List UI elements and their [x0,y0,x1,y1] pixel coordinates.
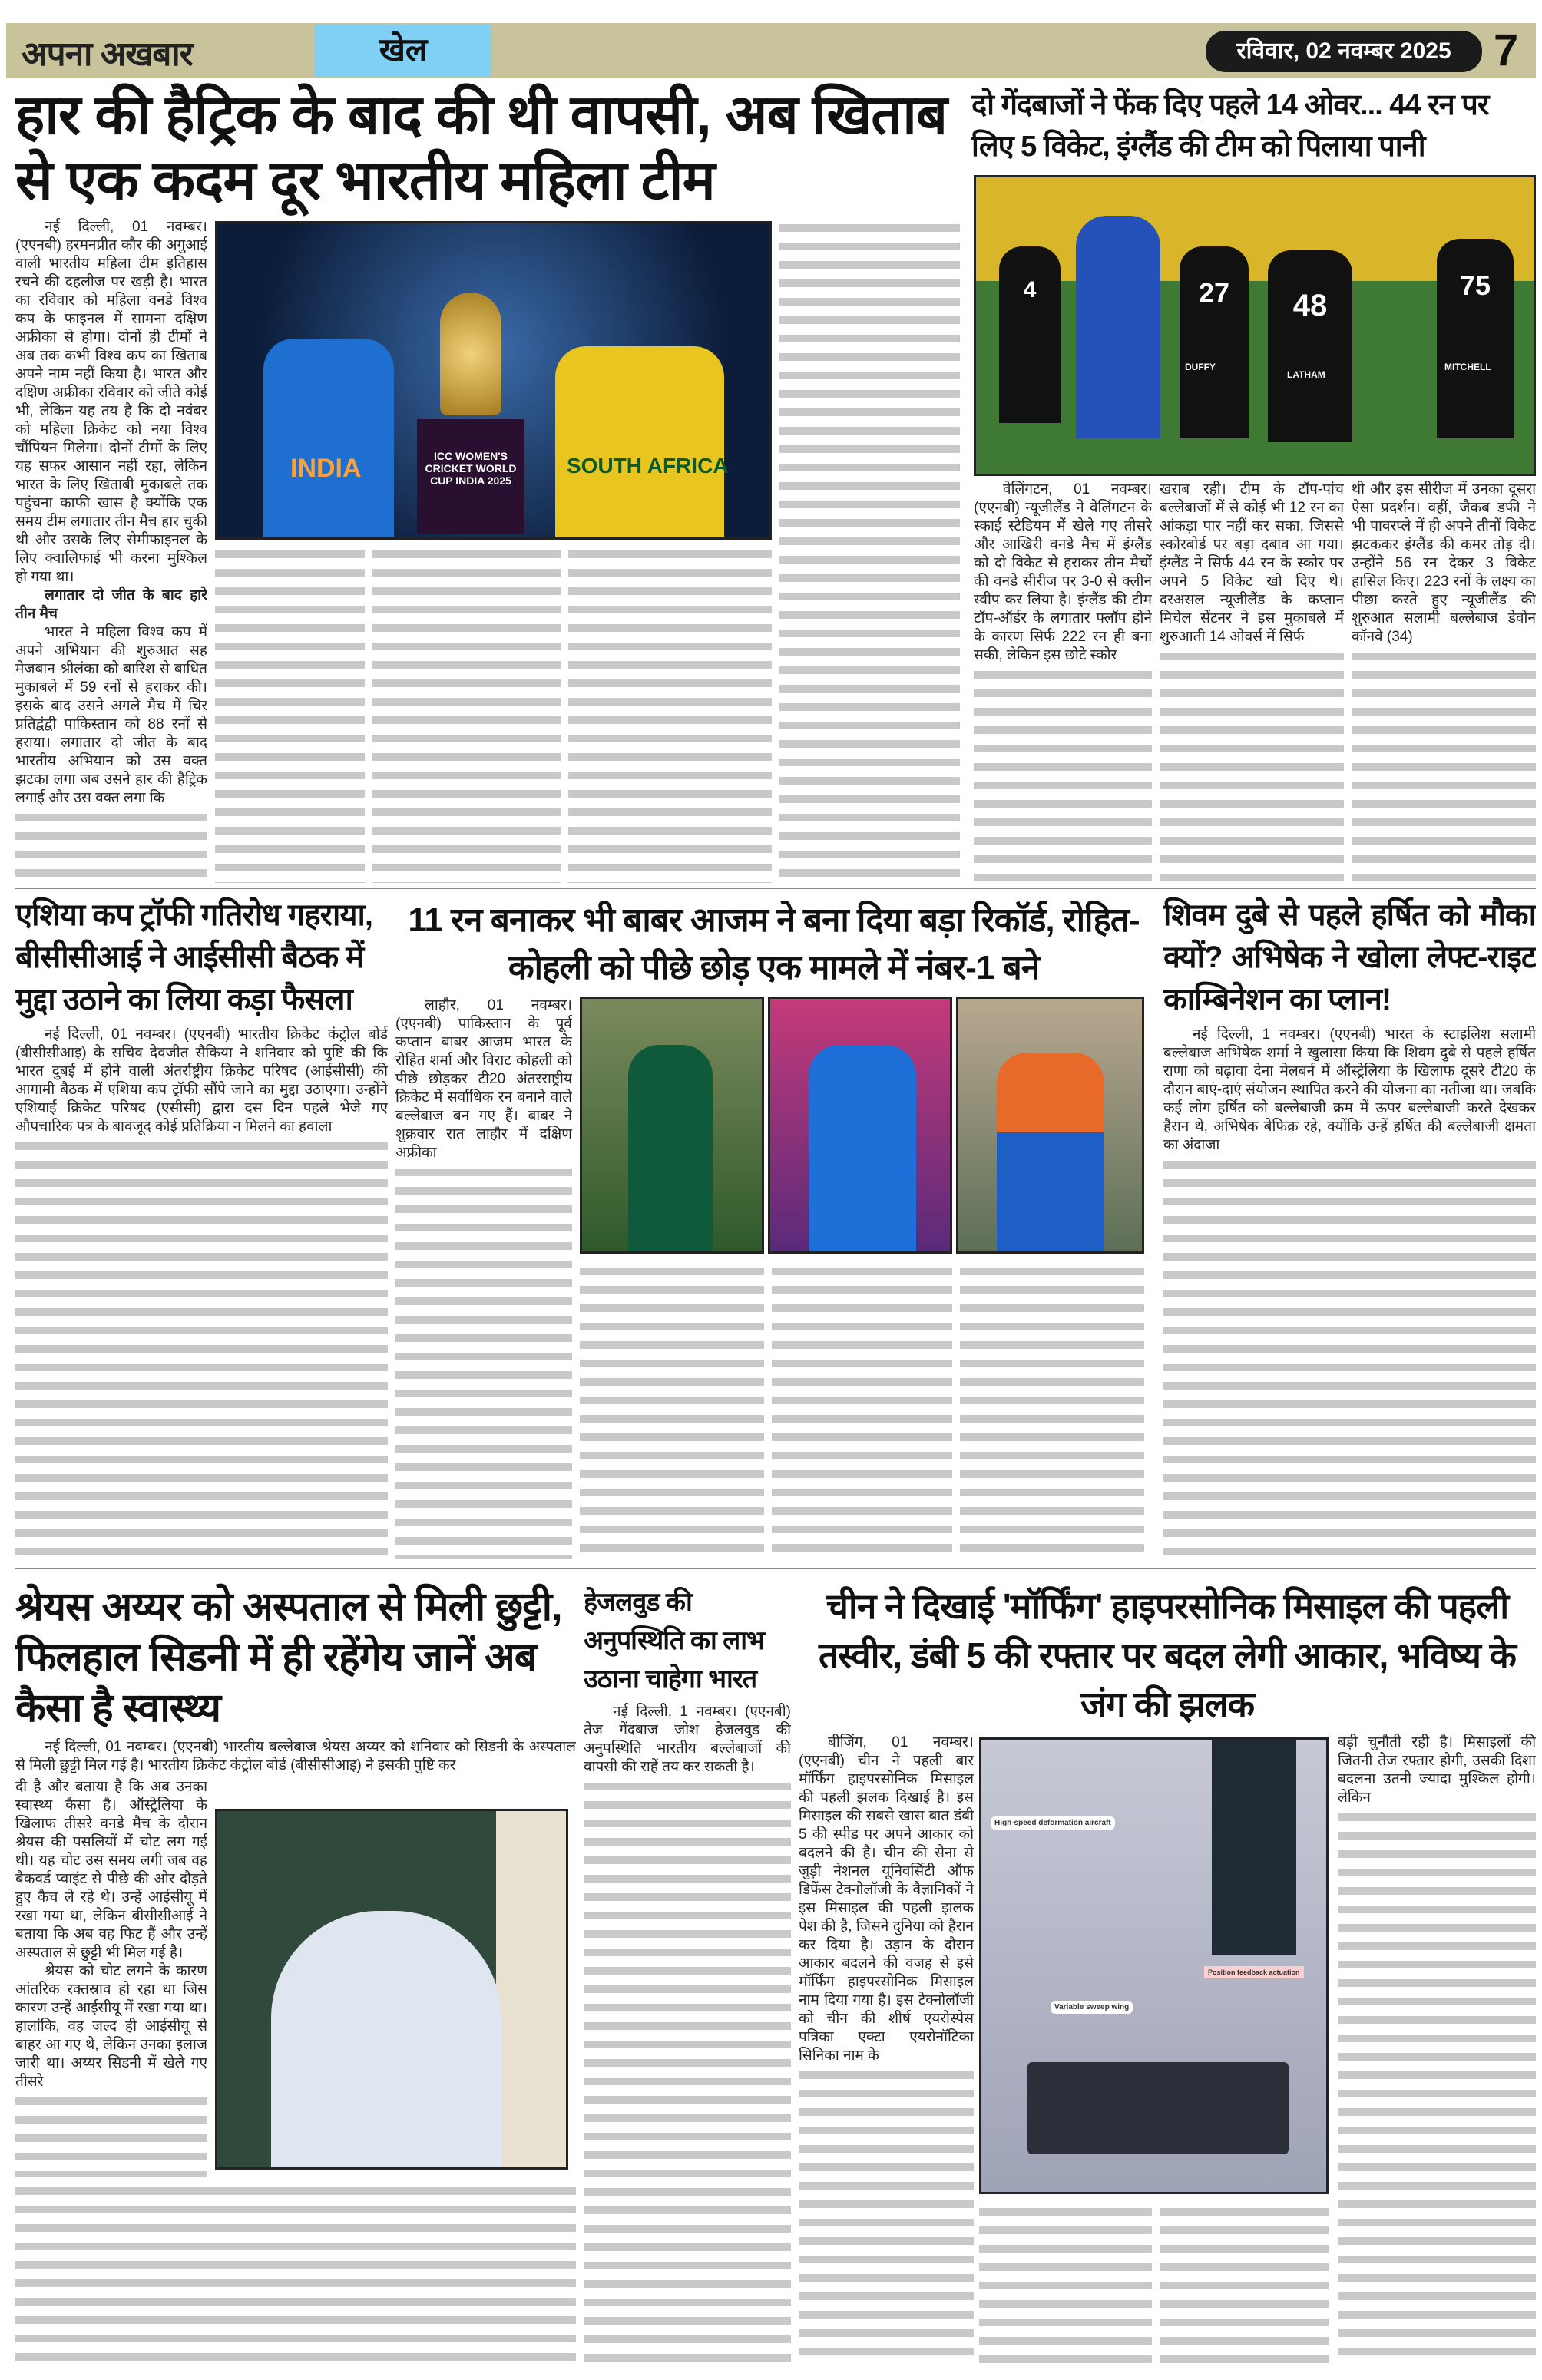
text-continuation [580,1263,764,1559]
missile-label: Position feedback actuation [1204,1966,1304,1978]
india-jersey-text: INDIA [290,453,362,483]
asia-cup-story [15,894,388,1559]
trophy-plinth-text: ICC WOMEN'S CRICKET WORLD CUP INDIA 2025 [417,419,524,534]
main-story [15,83,964,883]
player-jersey: 48 [1268,250,1352,442]
babar-col-4 [960,1261,1144,1559]
sa-jersey-text: SOUTH AFRICA [567,453,729,478]
text-continuation [1163,1156,1536,1559]
babar-col-1 [395,997,572,1559]
shreyas-story-body [15,1778,576,2365]
page-number: 7 [1494,25,1519,75]
shivam-text: नई दिल्ली, 1 नवम्बर। (एएनबी) भारत के स्टाइलिश सलामी बल्लेबाज अभिषेक शर्मा ने खुलासा किया कि शिवम दुबे से पहले हर्षित राणा को बढ़ावा देना मेलबर्न में ऑस्ट्रेलिया के खिलाफ दूसरे टी20 के दौरान बाएं-दाएं संयोजन स्थापित करने की योजना का नतीजा था। जबकि कई लोग हर्षित को बल्लेबाजी क्रम में ऊपर बल्लेबाजी करते देखकर हैरान थे, अभिषेक बेफिक्र रहे, क्योंकि उन्हें हर्षित की बल्लेबाजी क्षमता का अंदाजा [1163,1026,1536,1153]
sa-player-figure [555,346,724,538]
main-col-3 [372,544,561,883]
main-headline: हार की हैट्रिक के बाद की थी वापसी, अब खिताब से एक कदम दूर भारतीय महिला टीम [15,83,964,218]
babar-story-body [395,997,1152,1559]
text-continuation [779,220,960,883]
player-jersey: 4 [999,246,1061,423]
china-story-body [799,1734,1536,2365]
england-col-3 [1352,481,1536,883]
player-name: LATHAM [1287,369,1325,380]
player-jersey: 75 [1437,239,1514,438]
china-col-4 [1338,1734,1536,2365]
main-col-1 [15,218,207,883]
main-col-4 [568,544,772,883]
patient-figure [271,1911,501,2170]
india-player-figure [997,1053,1104,1252]
hazlewood-text: नई दिल्ली, 1 नवम्बर। (एएनबी) तेज गेंदबाज जोश हेजलवुड की अनुपस्थिति भारतीय बल्लेबाजों की वापसी की राहें तय कर सकती है। [584,1704,791,1775]
england-body-3: थी और इस सीरीज में उनका दूसरा ऐसा प्रदर्शन। वहीं, जैकब डफी ने भी पावरप्ले में ही अपने तीनों विकेट झटककर इंग्लैंड की कमर तोड़ दी। उन्होंने 56 रन देकर 3 विकेट हासिल किए। 223 रनों के लक्ष्य का पीछा करते हुए न्यूजीलैंड की शुरुआत सलामी बल्लेबाज डेवोन कॉनवे (34) [1352,481,1536,645]
england-body-1: वेलिंगटन, 01 नवम्बर। (एएनबी) न्यूजीलैंड ने वेलिंगटन के स्काई स्टेडियम में खेले गए तीसरे और आखिरी वनडे मैच में इंग्लैंड को दो विकेट से हराकर तीन मैचों की वनडे सीरीज पर 3-0 से क्लीन स्वीप कर लिया है। इंग्लैंड की टीम टॉप-ऑर्डर के लगातार फ्लॉप होने के कारण सिर्फ 222 रन ही बना सकी, लेकिन इस छोटे स्कोर [974,481,1152,663]
shreyas-hospital-photo [215,1809,568,2170]
china-col-2 [979,2202,1152,2365]
text-continuation [1352,648,1536,883]
kohli-photo [956,997,1144,1254]
shivam-body [1163,1026,1536,1559]
player-jersey: 27 [1180,246,1249,438]
newspaper-brand: अपना अखबार [22,35,193,73]
shreyas-col [15,1778,207,2177]
shreyas-text: दी है और बताया है कि अब उनका स्वास्थ्य कैसा है। ऑस्ट्रेलिया के खिलाफ तीसरे वनडे मैच के दौरान श्रेयस की पसलियों में चोट लग गई थी। यह चोट उस समय लगी जब वह बैकवर्ड प्वाइंट से पीछे की ओर दौड़ते हुए कैच ले रहे थे। उन्हें आईसीयू में रखा गया था, लेकिन बीसीसीआई ने बताया कि अब वह फिट हैं और उन्हें अस्पताल से छुट्टी भी मिल गई है। [15,1779,207,1961]
india-player-figure [263,339,394,538]
text-continuation [15,2093,207,2177]
shreyas-col-bottom [15,2181,576,2365]
asia-cup-headline: एशिया कप ट्रॉफी गतिरोध गहराया, बीसीसीआई ने आईसीसी बैठक में मुद्दा उठाने का लिया कड़ा फैसला [15,894,388,1026]
england-headline: दो गेंदबाजों ने फेंक दिए पहले 14 ओवर... 44 रन पर लिए 5 विकेट, इंग्लैंड की टीम को पिलाया पानी [971,84,1536,172]
missile-photo [979,1737,1329,2194]
text-continuation [584,1778,791,2365]
england-story-body [971,172,1536,883]
pakistan-player-figure [628,1045,713,1252]
main-body-2: भारत ने महिला विश्व कप में अपने अभियान की शुरुआत सह मेजबान श्रीलंका को बारिश से बाधित मुकाबले में 59 रनों से हराकर की। इसके बाद उसने अगले मैच में चिर प्रतिद्वंद्वी पाकिस्तान को 88 रनों से हराया। लगातार दो जीत के बाद भारतीय अभियान को उस वक्त झटका लगा जब उसने हार की हैट्रिक लगाई और उस वक्त लगा कि [15,623,207,806]
shreyas-lead [15,1738,576,1775]
shreyas-story [15,1582,576,2365]
text-continuation [1338,1809,1536,2365]
china-headline: चीन ने दिखाई 'मॉर्फिंग' हाइपरसोनिक मिसाइल की पहली तस्वीर, डंबी 5 की रफ्तार पर बदल लेगी आकार, भविष्य के जंग की झलक [799,1582,1536,1734]
babar-photo [580,997,764,1254]
babar-headline: 11 रन बनाकर भी बाबर आजम ने बना दिया बड़ा रिकॉर्ड, रोहित-कोहली को पीछे छोड़ एक मामले में नंबर-1 बने [395,897,1152,997]
section-label: खेल [315,25,491,77]
trophy-icon [440,293,501,415]
missile-label: High-speed deformation aircraft [991,1816,1115,1830]
divider [15,888,1536,889]
text-continuation [15,1138,388,1559]
main-story-body [15,218,964,883]
china-story [799,1582,1536,2365]
missile-label: Variable sweep wing [1051,2001,1133,2014]
inset-image [1212,1740,1296,1955]
text-continuation [15,809,207,883]
asia-cup-body [15,1026,388,1559]
england-player-figure [1076,216,1160,438]
hazlewood-headline: हेजलवुड की अनुपस्थिति का लाभ उठाना चाहेगा भारत [584,1583,791,1703]
player-name: DUFFY [1185,362,1216,372]
babar-col-2 [580,1261,764,1559]
india-player-figure [809,1045,916,1252]
china-col-3 [1160,2202,1329,2365]
text-continuation [772,1263,952,1559]
hazlewood-story [584,1583,791,2365]
player-name: MITCHELL [1444,362,1491,372]
issue-date: रविवार, 02 नवम्बर 2025 [1206,31,1482,72]
text-continuation [960,1263,1144,1559]
missile-model [1027,2062,1289,2154]
china-text-right: बड़ी चुनौती रही है। मिसाइलों की जितनी तेज रफ्तार होगी, उसकी दिशा बदलना उतनी ज्यादा मुश्किल होगी। लेकिन [1338,1734,1536,1806]
england-col-2 [1160,481,1344,883]
shreyas-text-2: श्रेयस को चोट लगने के कारण आंतरिक रक्तस्राव हो रहा था जिस कारण उन्हें आईसीयू में रखा गया था। हालांकि, वह जल्द ही आईसीयू से बाहर आ गए थे, लेकिन उनका इलाज जारी था। अय्यर सिडनी में खेले गए तीसरे [15,1963,207,2090]
babar-text: लाहौर, 01 नवम्बर। (एएनबी) पाकिस्तान के पूर्व कप्तान बाबर आजम भारत के रोहित शर्मा और विराट कोहली को पीछे छोड़कर टी20 अंतरराष्ट्रीय क्रिकेट में सर्वाधिक रन बनाने वाले बल्लेबाज बन गए हैं। बाबर ने शुक्रवार रात लाहौर में दक्षिण अफ्रीका [395,997,572,1161]
babar-col-3 [772,1261,952,1559]
main-subhead: लगातार दो जीत के बाद हारे तीन मैच [15,587,207,622]
hazlewood-body [584,1703,791,2365]
china-col-1 [799,1734,974,2365]
text-continuation [372,546,561,883]
rohit-photo [768,997,952,1254]
divider [15,1568,1536,1569]
text-continuation [799,2067,974,2365]
text-continuation [568,546,772,883]
text-continuation [974,666,1152,883]
text-continuation [395,1164,572,1559]
nz-team-photo [974,175,1536,476]
text-continuation [215,546,365,883]
text-continuation [15,2183,576,2365]
text-continuation [1160,648,1344,883]
main-col-5 [779,218,960,883]
shivam-story [1163,894,1536,1559]
text-continuation [979,2203,1152,2365]
main-col-2 [215,544,365,883]
shivam-headline: शिवम दुबे से पहले हर्षित को मौका क्यों? अभिषेक ने खोला लेफ्ट-राइट काम्बिनेशन का प्लान! [1163,894,1536,1026]
asia-cup-text: नई दिल्ली, 01 नवम्बर। (एएनबी) भारतीय क्रिकेट कंट्रोल बोर्ड (बीसीसीआइ) के सचिव देवजीत सैकिया ने शनिवार को पुष्टि की कि भारत दुबई में होने वाली अंतर्राष्ट्रीय क्रिकेट परिषद (आईसीसी) की आगामी बैठक में एशिया कप ट्रॉफी सौंपे जाने का मुद्दा उठाएगा। उन्होंने एशियाई क्रिकेट परिषद (एसीसी) द्वारा दस दिन पहले भेजे गए औपचारिक पत्र के बावजूद कोई प्रतिक्रिया न मिलने का हवाला [15,1026,388,1135]
england-story [971,84,1536,883]
china-text: बीजिंग, 01 नवम्बर। (एएनबी) चीन ने पहली बार मॉर्फिंग हाइपरसोनिक मिसाइल की पहली झलक दिखाई है। इस मिसाइल की सबसे खास बात डंबी 5 की स्पीड पर अपने आकार को बदलने की है। चीन की सेना से जुड़ी नेशनल यूनिवर्सिटी ऑफ डिफेंस टेक्नोलॉजी के वैज्ञानिकों ने इस मिसाइल की पहली झलक पेश की है, जिसने दुनिया को हैरान कर दिया है। उड़ान के दौरान आकार बदलने की वजह से इसे मॉर्फिंग हाइपरसोनिक मिसाइल नाम दिया गया है। इस टेक्नोलॉजी को चीन की शीर्ष एयरोस्पेस पत्रिका एक्टा एयरोनॉटिका सिनिका नाम के [799,1734,974,2064]
shreyas-headline: श्रेयस अय्यर को अस्पताल से मिली छुट्टी, फिलहाल सिडनी में ही रहेंगेय जानें अब कैसा है स्वास्थ्य [15,1582,576,1738]
shreyas-lead-text: नई दिल्ली, 01 नवम्बर। (एएनबी) भारतीय बल्लेबाज श्रेयस अय्यर को शनिवार को सिडनी के अस्पताल से मिली छुट्टी मिल गई है। भारतीय क्रिकेट कंट्रोल बोर्ड (बीसीसीआइ) ने इसकी पुष्टि कर [15,1739,576,1773]
babar-story [395,897,1152,1559]
main-body: नई दिल्ली, 01 नवम्बर। (एएनबी) हरमनप्रीत कौर की अगुआई वाली भारतीय महिला टीम इतिहास रचने की दहलीज पर खड़ी है। भारत का रविवार को महिला वनडे विश्व कप के फाइनल में सामना दक्षिण अफ्रीका से होगा। दोनों ही टीमों ने अब तक कभी विश्व कप का खिताब अपने नाम नहीं किया है। भारत और दक्षिण अफ्रीका रविवार को जीते कोई भी, लेकिन यह तय है कि दो नवंबर को महिला क्रिकेट को नया विश्व चौंपियन मिलेगा। दोनों टीमों के लिए यह सफर आसान नहीं रहा, लेकिन भारत के लिए खिताबी मुकाबले तक पहुंचना काफी खास है क्योंकि एक समय टीम लगातार तीन मैच हार चुकी थी और उसके लिए सेमीफाइनल के लिए क्वालिफाई भी करना मुश्किल हो गया था। [15,218,207,585]
england-col-1 [974,481,1152,883]
england-body-2: खराब रही। टीम के टॉप-पांच बल्लेबाजों में से कोई भी 12 रन का आंकड़ा पार नहीं कर सका, जिससे स्कोरबोर्ड पर बड़ा दबाव आ गया। इंग्लैंड ने सिर्फ 44 रन के स्कोर पर अपने 5 विकेट खो दिए थे। दरअसल न्यूजीलैंड के कप्तान मिचेल सेंटनर ने इस मुकाबले में शुरुआती 14 ओवर्स में सिर्फ [1160,481,1344,645]
text-continuation [1160,2203,1329,2365]
women-team-photo [215,221,772,540]
